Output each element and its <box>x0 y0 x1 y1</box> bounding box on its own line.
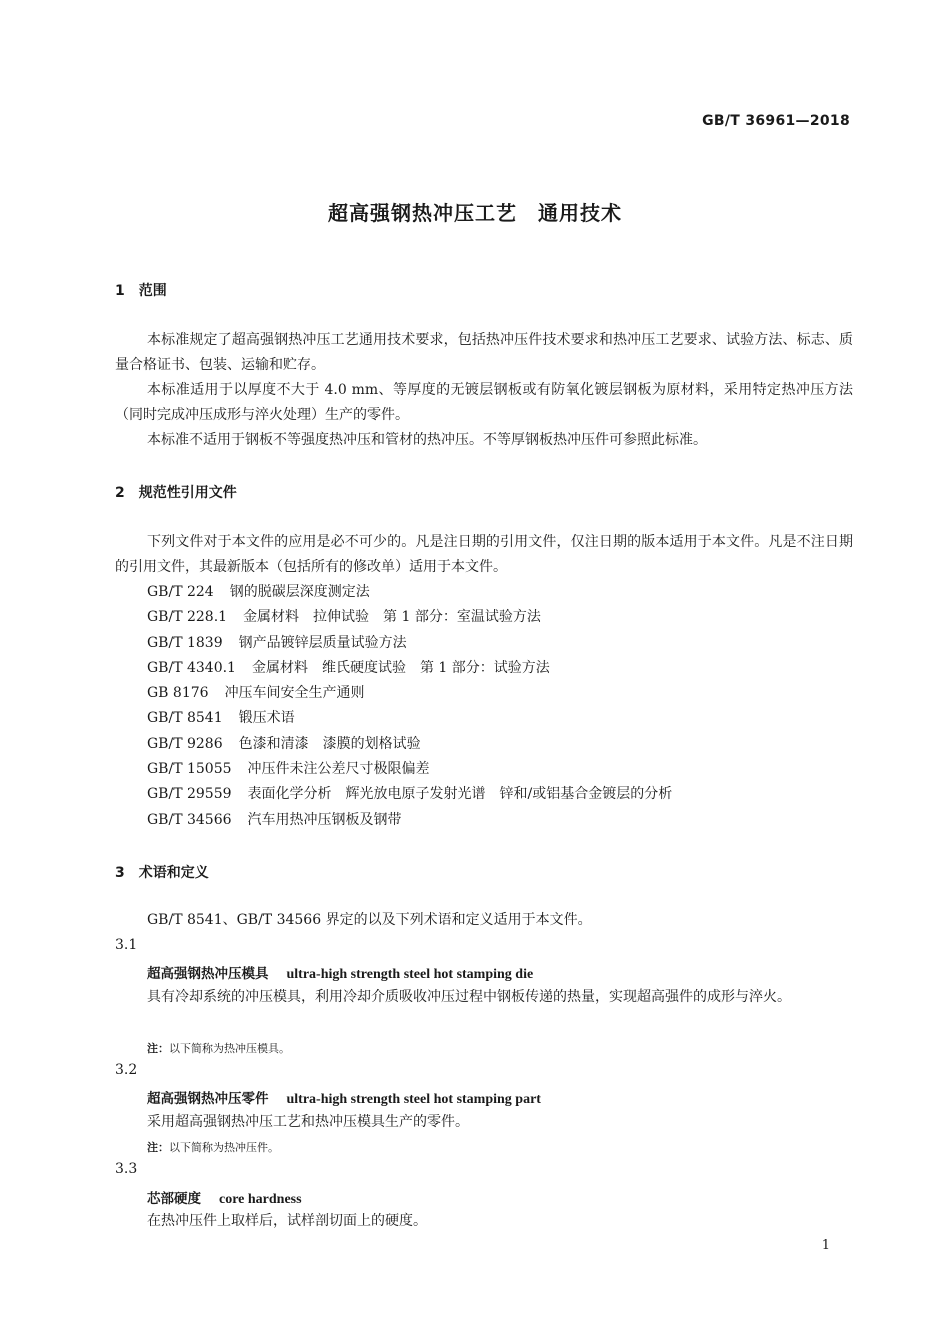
note-label: 注： <box>147 1141 169 1154</box>
term-definition: 在热冲压件上取样后，试样剖切面上的硬度。 <box>147 1213 427 1229</box>
reference-code: GB/T 228.1 <box>147 609 228 626</box>
reference-title: 锻压术语 <box>238 710 295 727</box>
reference-title: 钢的脱碳层深度测定法 <box>229 584 370 600</box>
term-note <box>147 1139 279 1155</box>
document-title: 超高强钢热冲压工艺 通用技术 <box>328 201 622 225</box>
list-item <box>147 706 672 731</box>
list-item <box>147 656 672 681</box>
term-chinese: 芯部硬度 <box>147 1191 201 1207</box>
term-number: 3.3 <box>115 1161 138 1177</box>
term-definition: 具有冷却系统的冲压模具，利用冷却介质吸收冲压过程中钢板传递的热量，实现超高强件的成形与淬火。 <box>147 989 791 1005</box>
term-heading <box>147 1187 302 1208</box>
term-english: ultra-high strength steel hot stamping die <box>286 967 534 982</box>
references-intro: 下列文件对于本文件的应用是必不可少的。凡是注日期的引用文件，仅注日期的版本适用于本文件。凡是不注日期的引用文件，其最新版本（包括所有的修改单）适用于本文件。 <box>115 534 853 575</box>
scope-paragraph-1: 本标准规定了超高强钢热冲压工艺通用技术要求，包括热冲压件技术要求和热冲压工艺要求、试验方法、标志、质量合格证书、包装、运输和贮存。 <box>115 332 853 373</box>
note-label: 注： <box>147 1042 169 1055</box>
section-3-heading: 3 术语和定义 <box>115 865 209 881</box>
scope-paragraph-2: 本标准适用于以厚度不大于 4.0 mm、等厚度的无镀层钢板或有防氧化镀层钢板为原材料，采用特定热冲压方法（同时完成冲压成形与淬火处理）生产的零件。 <box>115 382 853 423</box>
term-note <box>147 1040 290 1056</box>
list-item <box>147 580 672 605</box>
scope-paragraph-3: 本标准不适用于钢板不等强度热冲压和管材的热冲压。不等厚钢板热冲压件可参照此标准。 <box>147 432 707 448</box>
term-english: ultra-high strength steel hot stamping part <box>286 1092 541 1107</box>
term-heading <box>147 1087 541 1108</box>
list-item <box>147 808 672 833</box>
list-item <box>147 757 672 782</box>
note-text: 以下简称为热冲压模具。 <box>169 1042 290 1055</box>
reference-list <box>147 580 672 833</box>
term-number: 3.1 <box>115 937 138 953</box>
reference-code: GB/T 29559 <box>147 786 232 803</box>
reference-code: GB 8176 <box>147 685 209 702</box>
reference-title: 冲压车间安全生产通则 <box>224 685 365 702</box>
reference-title: 冲压件未注公差尺寸极限偏差 <box>247 761 430 778</box>
list-item <box>147 732 672 757</box>
reference-title: 金属材料 拉伸试验 第 1 部分：室温试验方法 <box>243 609 541 626</box>
reference-title: 表面化学分析 辉光放电原子发射光谱 锌和/或铝基合金镀层的分析 <box>247 786 673 803</box>
terms-intro: GB/T 8541、GB/T 34566 界定的以及下列术语和定义适用于本文件。 <box>147 912 592 928</box>
section-2-heading: 2 规范性引用文件 <box>115 485 237 501</box>
reference-title: 汽车用热冲压钢板及钢带 <box>247 811 402 828</box>
section-1-heading: 1 范围 <box>115 283 167 299</box>
reference-code: GB/T 15055 <box>147 761 232 778</box>
term-heading <box>147 962 533 983</box>
list-item <box>147 631 672 656</box>
page-number: 1 <box>821 1238 830 1253</box>
reference-code: GB/T 224 <box>147 584 214 600</box>
term-chinese: 超高强钢热冲压模具 <box>147 966 269 982</box>
reference-code: GB/T 8541 <box>147 710 223 727</box>
term-definition: 采用超高强钢热冲压工艺和热冲压模具生产的零件。 <box>147 1114 469 1130</box>
list-item <box>147 782 672 807</box>
reference-code: GB/T 9286 <box>147 735 223 752</box>
note-text: 以下简称为热冲压件。 <box>169 1141 279 1154</box>
reference-title: 金属材料 维氏硬度试验 第 1 部分：试验方法 <box>251 659 550 676</box>
standard-number: GB/T 36961—2018 <box>702 113 850 129</box>
reference-code: GB/T 4340.1 <box>147 659 236 676</box>
term-number: 3.2 <box>115 1062 138 1078</box>
term-english: core hardness <box>219 1192 302 1207</box>
reference-title: 钢产品镀锌层质量试验方法 <box>238 634 407 651</box>
reference-title: 色漆和清漆 漆膜的划格试验 <box>238 735 421 752</box>
reference-code: GB/T 1839 <box>147 634 223 651</box>
list-item <box>147 605 672 630</box>
reference-code: GB/T 34566 <box>147 811 232 828</box>
term-chinese: 超高强钢热冲压零件 <box>147 1091 269 1107</box>
list-item <box>147 681 672 706</box>
